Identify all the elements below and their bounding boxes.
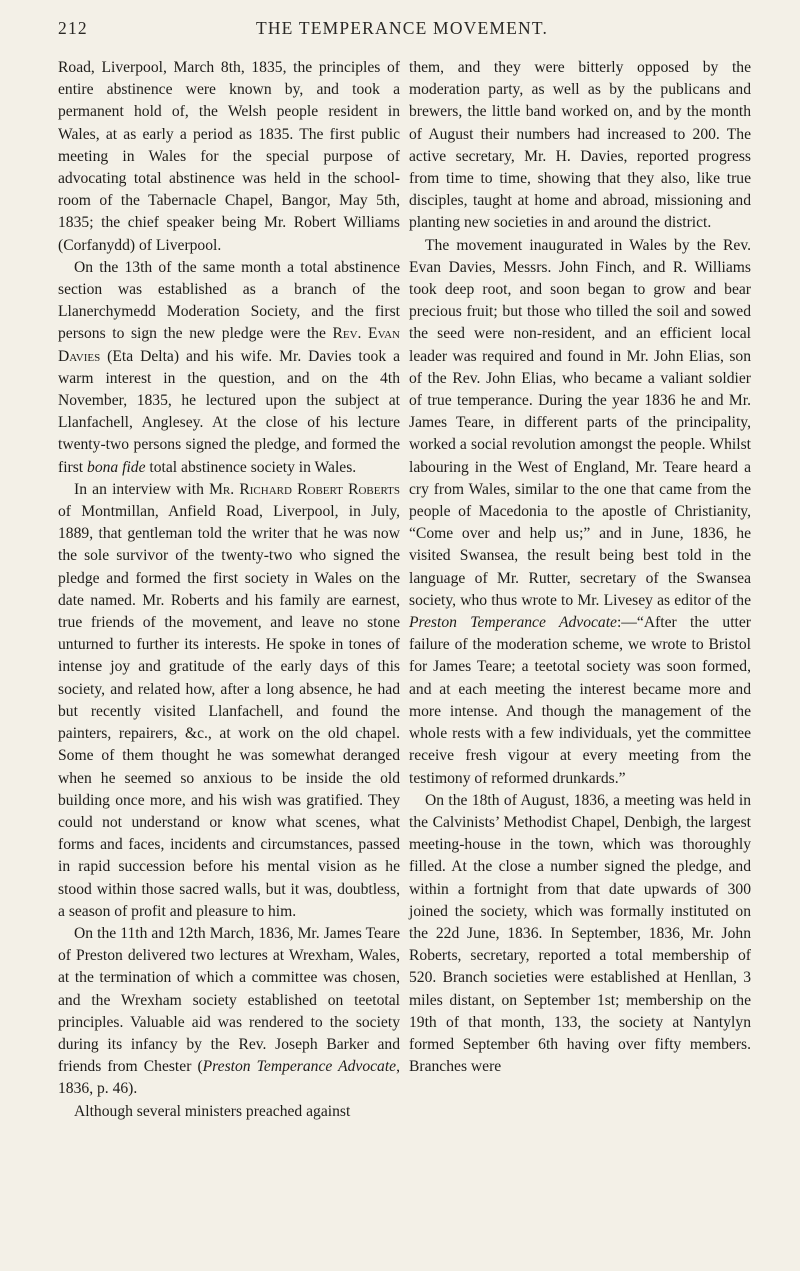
paragraph: On the 18th of August, 1836, a meeting was held in the Calvinists’ Methodist Chapel, Denbigh, the largest meeting-house in the town, which was thoroughly filled. At the close a number signed the pledge, and within a fortnight from that date upwards of 300 joined the society, which was formally instituted on the 22d June, 1836. In September, 1836, Mr. John Roberts, secretary, reported a total membership of 520. Branch societies were established at Henllan, 3 miles distant, on September 1st; membership on the 19th of that month, 133, the society at Nantylyn formed September 6th having over fifty members. Branches were — [409, 791, 751, 1076]
name-small-caps: Mr. Richard Robert Roberts — [209, 480, 400, 498]
left-column — [58, 57, 400, 1123]
paragraph: them, and they were bitterly opposed by the moderation party, as well as by the publicans and brewers, the little band worked on, and by the month of August their numbers had increased to 200. The active secretary, Mr. H. Davies, reported progress from time to time, showing that they also, like true disciples, taught at home and abroad, missioning and planting new societies in and around the district. — [409, 59, 751, 232]
paragraph: Although several ministers preached against — [74, 1102, 351, 1120]
citation-italic: Preston Temperance Advocate — [202, 1058, 397, 1076]
name-small-caps: Rev. Evan Davies — [58, 325, 400, 365]
italic-phrase: bona fide — [87, 458, 146, 476]
paragraph: On the 13th of the same month a total abstinence section was established as a branch of the Llanerchymedd Moderation Society, and the first persons to sign the new pledge were the Rev. Evan Davies (Eta Delta) and his wife. Mr. Davies took a warm interest in the question, and on the 4th November, 1835, he lectured upon the subject at Llanfachell, Anglesey. At the close of his lecture twenty-two persons signed the pledge, and formed the first bona fide total abstinence society in Wales. — [58, 258, 400, 476]
running-title: THE TEMPERANCE MOVEMENT. — [255, 18, 549, 38]
paragraph: In an interview with Mr. Richard Robert Roberts of Montmillan, Anfield Road, Liverpool, in July, 1889, that gentleman told the writer that he was now the sole survivor of the twenty-two who signed the pledge and formed the first society in Wales on the date named. Mr. Roberts and his family are earnest, true friends of the movement, and leave no stone unturned to further its interests. He spoke in tones of intense joy and gratitude of the early days of this society, and related how, after a long absence, he had but recently visited Llanfachell, and found the painters, repairers, &c., at work on the old chapel. Some of them thought he was somewhat deranged when he seemed so anxious to be inside the old building once more, and his wish was gratified. They could not understand or know what scenes, what forms and faces, incidents and circumstances, passed in rapid succession before his mental vision as he stood within those sacred walls, but it was, doubtless, a season of profit and pleasure to him. — [58, 480, 400, 920]
right-column — [409, 57, 751, 1078]
paragraph: On the 11th and 12th March, 1836, Mr. James Teare of Preston delivered two lectures at Wrexham, Wales, at the termination of which a committee was chosen, and the Wrexham society established on teetotal principles. Valuable aid was rendered to the society during its infancy by the Rev. Joseph Barker and friends from Chester (Preston Temperance Advocate, 1836, p. 46). — [58, 924, 401, 1098]
paragraph: Road, Liverpool, March 8th, 1835, the principles of entire abstinence were known by, and took a permanent hold of, the Welsh people resident in Wales, at as early a period as 1835. The first public meeting in Wales for the special purpose of advocating total abstinence was held in the school-room of the Tabernacle Chapel, Bangor, May 5th, 1835; the chief speaker being Mr. Robert Williams (Corfanydd) of Liverpool. — [58, 59, 400, 254]
page-header — [58, 18, 746, 44]
page-number: 212 — [58, 18, 88, 38]
paragraph: The movement inaugurated in Wales by the Rev. Evan Davies, Messrs. John Finch, and R. Williams took deep root, and soon began to grow and bear precious fruit; but those who tilled the soil and sowed the seed were non-resident, and an efficient local leader was required and found in Mr. John Elias, son of the Rev. John Elias, who became a valiant soldier of true temperance. During the year 1836 he and Mr. James Teare, in different parts of the principality, worked a social revolution amongst the people. Whilst labouring in the West of England, Mr. Teare heard a cry from Wales, similar to the one that came from the people of Macedonia to the apostle of Christianity, “Come over and help us;” and in June, 1836, he visited Swansea, the result being best told in the language of Mr. Rutter, secretary of the Swansea society, who thus wrote to Mr. Livesey as editor of the Preston Temperance Advocate:—“After the utter failure of the moderation scheme, we wrote to Bristol for James Teare; a teetotal society was soon formed, and at each meeting the interest became more and more intense. And though the management of the whole rests with a few individuals, yet the committee receive fresh vigour at every meeting from the testimony of reformed drunkards.” — [409, 236, 751, 787]
citation-italic: Preston Temperance Advocate — [409, 614, 617, 632]
